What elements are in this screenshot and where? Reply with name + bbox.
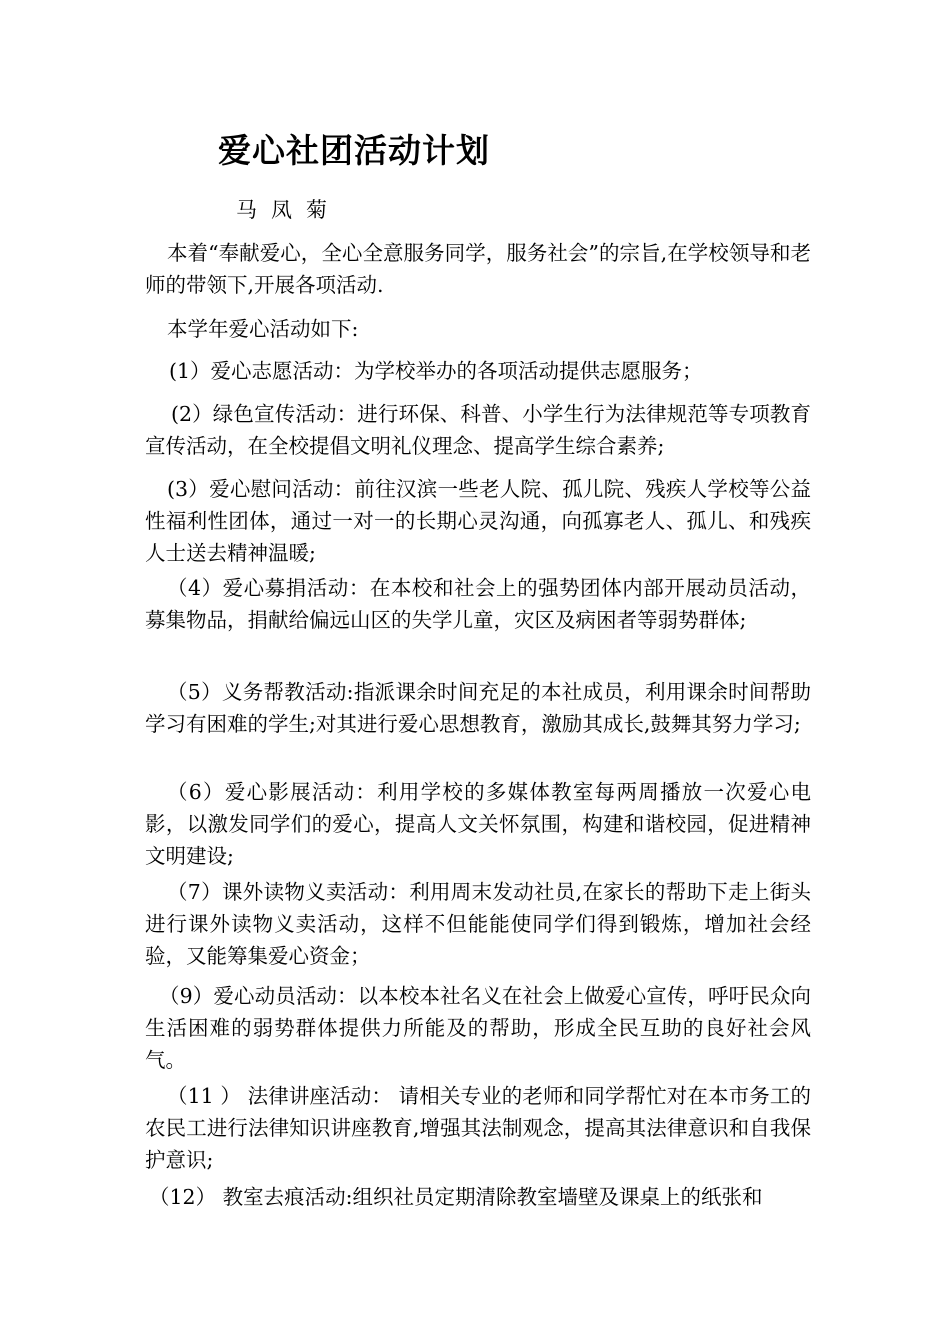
list-item-11: （11 ） 法律讲座活动： 请相关专业的老师和同学帮忙对在本市务工的农民工进行法律知识讲座教育,增强其法制观念，提高其法律意识和自我保护意识; xyxy=(145,1084,811,1172)
list-item-4: （4）爱心募捐活动：在本校和社会上的强势团体内部开展动员活动，募集物品，捐献给偏远山区的失学儿童，灾区及病困者等弱势群体; xyxy=(145,576,811,632)
document-title: 爱心社团活动计划 xyxy=(218,131,490,170)
list-item-5: （5）义务帮教活动:指派课余时间充足的本社成员，利用课余时间帮助学习有困难的学生;对其进行爱心思想教育，激励其成长,鼓舞其努力学习; xyxy=(145,680,811,736)
paragraph-lead: 本学年爱心活动如下: xyxy=(167,317,359,341)
list-item-7: （7）课外读物义卖活动：利用周末发动社员,在家长的帮助下走上街头进行课外读物义卖活动，这样不但能能使同学们得到锻炼，增加社会经验，又能筹集爱心资金； xyxy=(145,880,811,968)
author-name: 马凤菊 xyxy=(236,198,341,222)
list-item-3: (3）爱心慰问活动：前往汉滨一些老人院、孤儿院、残疾人学校等公益性福利性团体，通过一对一的长期心灵沟通，向孤寡老人、孤儿、和残疾人士送去精神温暖; xyxy=(145,477,811,565)
paragraph-intro: 本着“奉献爱心，全心全意服务同学，服务社会”的宗旨,在学校领导和老师的带领下,开展各项活动. xyxy=(145,241,811,297)
list-item-12: （12） 教室去痕活动:组织社员定期清除教室墙壁及课桌上的纸张和 xyxy=(149,1185,763,1209)
list-item-2: (2）绿色宣传活动：进行环保、科普、小学生行为法律规范等专项教育宣传活动，在全校提倡文明礼仪理念、提高学生综合素养; xyxy=(145,402,811,458)
list-item-9: （9）爱心动员活动：以本校本社名义在社会上做爱心宣传，呼吁民众向生活困难的弱势群体提供力所能及的帮助，形成全民互助的良好社会风气。 xyxy=(145,984,811,1072)
list-item-1: (1）爱心志愿活动：为学校举办的各项活动提供志愿服务； xyxy=(169,359,703,383)
list-item-6: （6）爱心影展活动：利用学校的多媒体教室每两周播放一次爱心电影，以激发同学们的爱心，提高人文关怀氛围，构建和谐校园，促进精神文明建设; xyxy=(145,780,811,868)
